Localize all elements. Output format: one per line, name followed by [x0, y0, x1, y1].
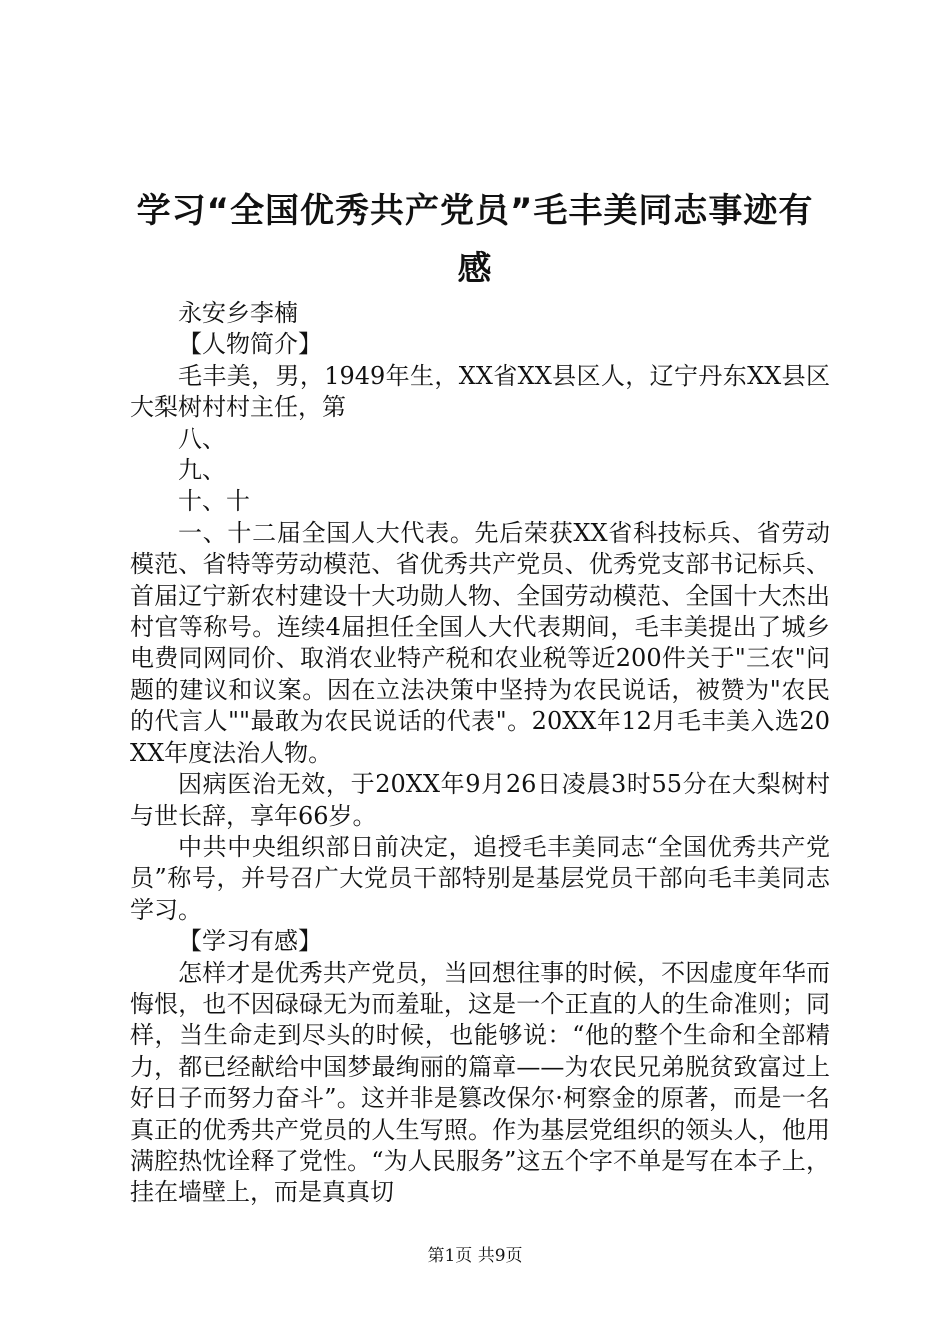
document-title: 学习“全国优秀共产党员”毛丰美同志事迹有感 [136, 191, 814, 289]
paragraph: 中共中央组织部日前决定，追授毛丰美同志“全国优秀共产党员”称号，并号召广大党员干部特别是基层党员干部向毛丰美同志学习。 [130, 832, 830, 924]
section-heading-reflection: 【学习有感】 [178, 927, 322, 956]
paragraph: 毛丰美，男，1949年生，XX省XX县区人，辽宁丹东XX县区大梨树村村主任，第 [130, 361, 830, 422]
section-heading-profile: 【人物简介】 [178, 330, 322, 359]
page-footer: 第1页 共9页 [427, 1246, 523, 1266]
paragraph: 八、 [178, 424, 226, 453]
document-body [130, 298, 830, 1209]
paragraph: 一、十二届全国人大代表。先后荣获XX省科技标兵、省劳动模范、省特等劳动模范、省优秀共产党员、优秀党支部书记标兵、首届辽宁新农村建设十大功勋人物、全国劳动模范、全国十大杰出村官等称号。连续4届担任全国人大代表期间，毛丰美提出了城乡电费同网同价、取消农业特产税和农业税等近200件关于"三农"问题的建议和议案。因在立法决策中坚持为农民说话，被赞为"农民的代言人""最敢为农民说话的代表"。20XX年12月毛丰美入选20XX年度法治人物。 [130, 518, 830, 767]
paragraph: 十、十 [178, 487, 250, 516]
author-line: 永安乡李楠 [178, 299, 298, 327]
paragraph: 怎样才是优秀共产党员，当回想往事的时候，不因虚度年华而悔恨，也不因碌碌无为而羞耻，这是一个正直的人的生命准则；同样，当生命走到尽头的时候，也能够说：“他的整个生命和全部精力，都已经献给中国梦最绚丽的篇章——为农民兄弟脱贫致富过上好日子而努力奋斗”。这并非是篡改保尔·柯察金的原著，而是一名真正的优秀共产党员的人生写照。作为基层党组织的领头人，他用满腔热忱诠释了党性。“为人民服务”这五个字不单是写在本子上，挂在墙壁上，而是真真切 [130, 958, 830, 1207]
paragraph: 九、 [178, 456, 226, 485]
paragraph: 因病医治无效，于20XX年9月26日凌晨3时55分在大梨树村与世长辞，享年66岁。 [130, 770, 830, 830]
